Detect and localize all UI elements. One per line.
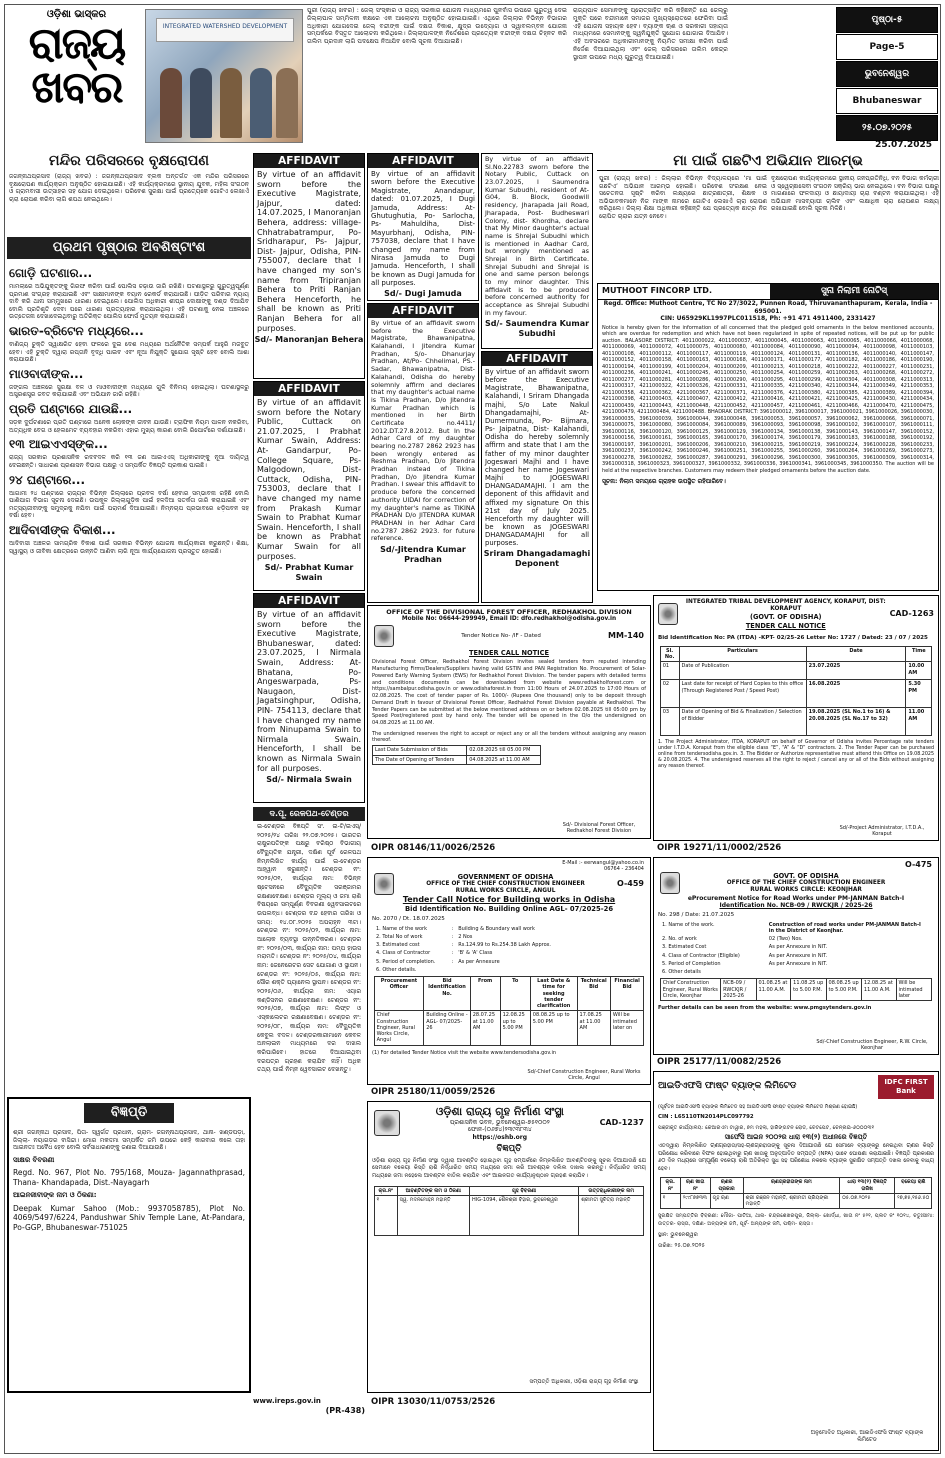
forest-title: OFFICE OF THE DIVISIONAL FOREST OFFICER, REDHAKHOL DIVISION [386,608,632,616]
angul-bid: Bid Identification No. Building Online AGL- 07/2025-26 [404,905,614,914]
th: Particulars [679,646,806,662]
itda-notes: 1. The Project Administrator, ITDA, KORAPUT on behalf of Governor of Odisha invites Percentage rate tenders under I.T.D.A. Koraput from the eligible class “E”, “A” & “D” contractors. 2. The Tender Paper can be purchased online from tendersodisha.gov.in. 3. The Bidder or Authorize representative must attend this Office on 19.08.2025 & 20.08.2025. 4. The undersigned reserves all the right to reject / cancel any or all of the Bids without assigning any reason thereof. [658,740,934,770]
idfc-table [660,1177,933,1209]
angul-circle: RURAL WORKS CIRCLE, ANGUL [455,887,556,894]
cell: The Date of Opening of Tenders [373,755,467,764]
affidavit-sign: Sd/- Prabhat Kumar Swain [264,563,354,583]
forest-code: MM-140 [608,631,644,641]
story-heading: ଗୋଡ଼ି ଘଟଣାର... [9,266,93,280]
cell: 2. Total No of work [376,933,423,940]
story-text: ଆଦିବାସୀ ଅଞ୍ଚଳର ସାମଗ୍ରିକ ବିକାଶ ପାଇଁ ସରକାର ବିଭିନ୍ନ ଯୋଜନା କାର୍ଯ୍ୟକାରୀ କରୁଛନ୍ତି। ଶିକ୍ଷା, ସ୍ୱାସ୍ଥ୍ୟ ଓ ଜୀବିକା କ୍ଷେତ୍ରରେ ଉନ୍ନତି ଆଣିବା ଲାଗି ନୂଆ କାର୍ଯ୍ୟଯୋଜନା ପ୍ରସ୍ତୁତ ହୋଇଛି। [9,539,249,555]
th: Technical Bid [577,977,610,1011]
affidavit-box [253,153,365,379]
cell: As per Annexure in NIT. [768,944,828,951]
angul-gov: GOVERNMENT OF ODISHA [457,872,554,881]
railway-code: (PR-438) [325,1405,365,1415]
angul-phone: 06764 - 236404 [604,866,644,873]
date-or: ୨୫.୦୭.୨୦୨୫ [836,115,938,141]
th: ଋଣଗ୍ରହୀତାଙ୍କ ନାମ [743,1178,840,1194]
vigyapti-regd: Regd. No. 967, Plot No. 795/168, Mouza- Jagannathprasad, Thana- Khandapada, Dist.-Nayagarh [13,1168,245,1187]
th: Date [806,646,906,662]
photo-banner: INTEGRATED WATERSHED DEVELOPMENT [156,18,294,42]
cell: 1. Name of the work. [662,921,715,928]
idfc-body: ଏତଦ୍ୱାରା ନିମ୍ନଲିଖିତ ଋଣଗ୍ରହୀତା/ସହ-ଋଣଗ୍ରହୀତାଙ୍କୁ ସୂଚନା ଦିଆଯାଉଛି ଯେ ସେମାନେ ବ୍ୟାଙ୍କରୁ ନେଇଥିବା ଋଣର କିସ୍ତି ପରିଶୋଧ କରିବାରେ ବିଫଳ ହୋଇଥିବାରୁ ଋଣ ଖାତାକୁ ଅନୁତ୍ପାଦିତ ସମ୍ପତ୍ତି (NPA) ଭାବେ ଘୋଷଣା କରାଯାଇଛି। ବିଜ୍ଞପ୍ତି ପ୍ରକାଶର ୬୦ ଦିନ ମଧ୍ୟରେ ସମ୍ପୂର୍ଣ୍ଣ ବକେୟା ରାଶି ଅତିରିକ୍ତ ସୁଧ ସହ ପରିଶୋଧ ନକଲେ ବ୍ୟାଙ୍କ ସୁରକ୍ଷିତ ସମ୍ପତ୍ତି ଦଖଲ ନେବାକୁ ବାଧ୍ୟ ହେବ। [658,1143,934,1172]
railway-url: www.ireps.gov.in [253,1397,321,1405]
th: Sl. No. [660,646,679,662]
cell: Rs.124.99 to Rs.254.38 Lakh Approx. [458,942,552,949]
top-story [307,5,835,147]
muthoot-body: Notice is hereby given for the information of all concerned that the pledged gold ornaments in the below mentioned accounts, which are overdue for redemption and which have not been regularized in spite of repeated notices, will be put up for public auction. BALASORE DISTRICT: 4011000022, 4011000037, 4011000045, 4011000063, 4011000065, 4011000066, 4011000068, 4011000069, 4011000072, 4011000075, 4011000080, 4011000084, 4011000090, 4011000094, 4011000098, 4011000103, 4011000108, 4011000112, 4011000117, 4011000119, 4011000124, 4011000131, 4011000136, 4011000140, 4011000147, 4011000152, 4011000158, 4011000163, 4011000168, 4011000171, 4011000177, 4011000182, 4011000186, 4011000190, 4011000194, 4011000199, 4011000204, 4011000209, 4011000213, 4011000218, 4011000222, 4011000227, 4011000231, 4011000236, 4011000241, 4011000245, 4011000250, 4011000254, 4011000259, 4011000263, 4011000268, 4011000272, 4011000277, 4011000281, 4011000286, 4011000290, 4011000295, 4011000299, 4011000304, 4011000308, 4211000313, 4211000317, 4211000322, 4211000326, 4211000331, 4211000335, 4211000340, 4211000344, 4211000349, 4211000353, 4211000358, 4211000362, 4211000367, 4211000371, 4211000376, 4211000380, 4211000385, 4211000389, 4211000394, 4211000398, 4211000403, 4211000407, 4211000412, 4211000416, 4211000421, 4211000425, 4211000430, 4211000434, 4211000439, 4211000443, 4211000448, 4211000452, 4211000457, 4211000461, 4211000466, 4211000470, 4211000475, 4211000479, 4211000484, 4211000488. BHADRAK DISTRICT: 3961000012, 3961000017, 3961000021, 3961000026, 3961000030, 3961000035, 3961000039, 3961000044, 3961000048, 3961000053, 3961000057, 3961000062, 3961000066, 3961000071, 3961000075, 3961000080, 3961000084, 3961000089, 3961000093, 3961000098, 3961000102, 3961000107, 3961000111, 3961000116, 3961000120, 3961000125, 3961000129, 3961000134, 3961000138, 3961000143, 3961000147, 3961000152, 3961000156, 3961000161, 3961000165, 3961000170, 3961000174, 3961000179, 3961000183, 3961000188, 3961000192, 3961000197, 3961000201, 3961000206, 3961000210, 3961000215, 3961000219, 3961000224, 3961000228, 3961000233, 3961000237, 3961000242, 3961000246, 3961000251, 3961000255, 3961000260, 3961000264, 3961000269, 3961000273, 3961000278, 3961000282, 3961000287, 3961000291, 3961000296, 3961000300, 3961000305, 3961000309, 3961000314, 3961000318, 3961000323, 3961000327, 3961000332, 3961000336, 3961000341, 3961000345, 3961000350. The auction will be held at the respective branches. Customers may redeem their pledged ornaments before the auction date. [602,324,934,474]
temple-story: ଜଗନ୍ନାଥପ୍ରସାଦ (ରାଜ୍ୟ ଖବର) : ଜଗନ୍ନାଥପ୍ରସାଦ ବ୍ଲକ ଅନ୍ତର୍ଗତ ଏକ ମନ୍ଦିର ପରିସରରେ ବୃକ୍ଷରୋପଣ କାର୍ଯ୍ୟକ୍ରମ ଅନୁଷ୍ଠିତ ହୋଇଯାଇଛି। ଏହି କାର୍ଯ୍ୟକ୍ରମରେ ସ୍ଥାନୀୟ ଯୁବକ, ମହିଳା ସଂଗଠନ ଓ ଗ୍ରାମବାସୀ ଉତ୍ସାହର ସହ ଯୋଗ ଦେଇଥିଲେ। ପରିବେଶ ସୁରକ୍ଷା ପାଇଁ ପ୍ରତ୍ୟେକେ ଗୋଟିଏ ଲେଖାଏଁ ଚାରା ରୋପଣ କରିବା ଲାଗି ଶପଥ ନେଇଥିଲେ। [9,173,249,203]
itda-titles [678,599,890,630]
angul-heading: Tender Call Notice for Building works in Odisha [402,895,616,905]
keonjhar-notice [653,857,939,1055]
keonjhar-oipr: OIPR 25177/11/0082/2526 [657,1057,782,1067]
affidavit-sign: Sd/- Manoranjan Behera [254,335,364,345]
cell: 16.08.2025 [806,680,906,708]
angul-no: No. 2070 / Dt. 18.07.2025 [372,915,445,922]
angul-titles [394,873,617,896]
affidavit-sign: Sd/-Jitendra Kumar Pradhan [380,544,466,564]
cell: 2. No. of work [662,936,697,943]
campaign-col1: ପୁରୀ (ରାଜ୍ୟ ଖବର) : ଜିଲ୍ଲାର ବିଭିନ୍ନ ବିଦ୍ୟାଳୟରେ ‘ମା ପାଇଁ ଗଛଟିଏ’ ଅଭିଯାନ ଆରମ୍ଭ ହୋଇଛି। ପରିବେଶ ସଂରକ୍ଷଣ ନେଇ ସଚେତନତା ସୃଷ୍ଟି କରିବା ଲକ୍ଷ୍ୟରେ ଛାତ୍ରଛାତ୍ରୀ, ଶିକ୍ଷକ ଓ ଅଭିଭାବକମାନେ ନିଜ ମାଙ୍କ ନାମରେ ଗୋଟିଏ ଲେଖାଏଁ ଚାରା ରୋପଣ କରିଥିଲେ। ଜିଲ୍ଲା ଶିକ୍ଷା ଅଧିକାରୀ କହିଛନ୍ତି ଯେ ପ୍ରତ୍ୟେକ ଛାତ୍ର ନିଜ ରୋପିତ ଚାରାର ଯତ୍ନ ନେବେ। [599,175,767,221]
oshb-logo-icon [374,1110,400,1136]
muthoot-regd: Regd. Office: Muthoot Centre, TC No 27/3022, Punnen Road, Thiruvananthapuram, Kerala, India - 695001. [603,300,933,315]
vigyapti-body: ଶ୍ରୀ ଜଗନ୍ନାଥ ପ୍ରସାଦ, ପିତା- ସ୍ୱର୍ଗତ ପ୍ରଧାନ, ଗ୍ରାମ- ଜଗନ୍ନାଥପ୍ରସାଦ, ଥାନା- ଖଣ୍ଡପଡ଼ା, ଜିଲ୍ଲା- ନୟାଗଡ଼ର ବାସିନ୍ଦା। ମୋର ମକଦ୍ଦମା ସମ୍ପର୍କିତ ଜମି ଉପରେ କେହି କାରବାର କଲେ ତାହା ଆଇନତଃ ଅବୈଧ ହେବ ବୋଲି ସର୍ବସାଧାରଣଙ୍କୁ ଜଣାଇ ଦିଆଯାଉଛି। [13,1129,245,1151]
person-figure [160,68,182,138]
cell: 28.07.25 at 11.00 AM [470,1011,500,1045]
idfc-regd: ପଞ୍ଜୀକୃତ କାର୍ଯ୍ୟାଳୟ: କେଆରଏମ ଟାୱାର, ୭ମ ମହଲା, ହାରିଙ୍ଗଟନ ରୋଡ, ଚେଟପେଟ, ଚେନ୍ନାଇ-୬୦୦୦୩୧ [658,1124,875,1131]
housing-sign: ସମ୍ପତ୍ତି ଅଧିକାରୀ, ଓଡ଼ିଶା ରାଜ୍ୟ ଗୃହ ନିର୍ମାଣ ସଂସ୍ଥା [529,1379,639,1386]
affidavit-box [481,351,593,603]
cell: As per Annexure [458,958,500,965]
cell: 3. Estimated cost [376,942,420,949]
forest-mobile: Mobile No: 06644-299949, Email ID: dfo.redhakhol@odisha.gov.in [401,616,617,622]
cell: 11.00 AM [906,708,932,736]
idfc-notice-title: ସାର୍ଫେସି ଆଇନ ୨୦୦୨ର ଧାରା ୧୩(୨) ଅଧୀନରେ ବିଜ୍ଞପ୍ତି [724,1133,868,1141]
muthoot-cin: CIN: U65929KL1997PLC011518, Ph: +91 471 4911400, 2331427 [660,315,876,323]
govt-emblem-icon [374,873,394,895]
city-or: ଭୁବନେଶ୍ୱର [836,61,938,87]
th: ଆବଣ୍ଟିତଙ୍କ ନାମ ଓ ଠିକଣା [397,1186,469,1195]
govt-emblem-icon [374,625,394,647]
page-info [836,7,938,142]
cell: Building Online - AGL- 07/2025-26 [424,1011,470,1045]
itda-table [660,646,933,737]
continued-stories [9,263,249,1093]
th: Time [906,646,932,662]
cell: 17.08.25 at 11.00 AM [577,1011,610,1045]
affidavit-box [367,153,479,301]
cell [456,966,571,974]
person-figure [276,68,298,138]
housing-body: ଓଡ଼ିଶା ରାଜ୍ୟ ଗୃହ ନିର୍ମାଣ ସଂସ୍ଥା ଦ୍ୱାରା ଆବଣ୍ଟିତ ହୋଇଥିବା ଗୃହ ସମ୍ପର୍କରେ ନିମ୍ନଲିଖିତ ଆବଣ୍ଟିତଙ୍କୁ ସୂଚନା ଦିଆଯାଉଛି ଯେ ସେମାନେ ବକେୟା କିସ୍ତି ରାଶି ନିର୍ଦ୍ଧାରିତ ସମୟ ମଧ୍ୟରେ ଜମା କରି ଆବଶ୍ୟକ ଦଲିଲ ଦାଖଲ କରନ୍ତୁ। ନିର୍ଦ୍ଧାରିତ ସମୟ ମଧ୍ୟରେ ଜମା ନହେଲେ ଆବଣ୍ଟନ ବାତିଲ କରାଯିବ ଏବଂ ଆଇନଗତ କାର୍ଯ୍ୟାନୁଷ୍ଠାନ ଗ୍ରହଣ କରାଯିବ। [372,1157,646,1180]
forest-body: Divisional Forest Officer, Redhakhol Forest Division invites sealed tenders from reputed intending Manufacturing Firms/Dealers/Suppliers having valid GSTIN and PAN Registration No. Procurement of Solar- Powered Early Warning System (EWS) for Redhakhol Forest Division. The tender papers with detailed terms and conditions documents can be downloaded from website www.redhakholforest.com or https://sambalpur.odisha.gov.in or www.odishaforest.in from 11:00 Hours of 24.07.2025 to 17:00 Hours of 02.08.2025. The cost of tender paper of Rs. 1000/- (Rupees One thousand) only to be deposit through Demand Draft in favour of Divisional Forest Officer, Redhakhol Forest Division payable at Redhakhol. The Tender Papers can be submitted at the below mentioned address on or before 02.08.2025 till 05:00 pm by Speed Post/registered post by hand only. The tender will be opened in the O/o the undersigned on 04.08.2025 at 11.00 AM. [372,659,646,727]
campaign-col2: ବୃକ୍ଷରୋପଣ କାର୍ଯ୍ୟକ୍ରମରେ ସ୍ଥାନୀୟ ଜନପ୍ରତିନିଧି, ବନ ବିଭାଗ କର୍ମଚାରୀ ଓ ସ୍ୱେଚ୍ଛାସେବୀ ସଂଗଠନ ସକ୍ରିୟ ଭାଗ ନେଇଥିଲେ। ବନ ବିଭାଗ ପକ୍ଷରୁ ମାଗଣାରେ ଫଳଦାୟୀ ଓ ଛାୟାଦାୟୀ ଚାରା ବଣ୍ଟନ କରାଯାଇଥିଲା। ଏହି ଅଭିଯାନ ମାସବ୍ୟାପୀ ଚାଲିବ ଏବଂ ଲକ୍ଷାଧିକ ଚାରା ରୋପଣର ଲକ୍ଷ୍ୟ ରଖାଯାଇଛି ବୋଲି ସୂଚନା ମିଳିଛି। [771,175,939,213]
story-text: ଜଙ୍ଗଲ ଅଞ୍ଚଳରେ ସୁରକ୍ଷା ବଳ ଓ ମାଓବାଦୀଙ୍କ ମଧ୍ୟରେ ଗୁଳି ବିନିମୟ ହୋଇଥିଲା। ଘଟଣାସ୍ଥଳରୁ ଅସ୍ତ୍ରଶସ୍ତ୍ର ଜବତ କରାଯାଇଛି ଏବଂ ଅଭିଯାନ ଜାରି ରହିଛି। [9,383,249,399]
housing-header [368,1102,650,1144]
railway-head: ଦ.ପୂ. ରେଳପଥ-ଟେଣ୍ଡର [253,807,365,821]
cell: HIG-1094, ଶୈଳଶ୍ରୀ ବିହାର, ଭୁବନେଶ୍ୱର [469,1196,578,1236]
city-en: Bhubaneswar [836,88,938,114]
itda-sign: Sd/-Project Administrator, I.T.D.A., Koraput [839,824,925,837]
keonjhar-office: OFFICE OF THE CHIEF CONSTRUCTION ENGINEER [726,880,886,887]
affidavit-box [253,593,365,803]
housing-phone: ଫୋନ-(୦୬୭୪)୨୩୯୩୮୩୪ [467,1126,532,1134]
affidavit-sign: Sd/- Saumendra Kumar Subudhi [484,319,590,339]
keonjhar-circle: RURAL WORKS CIRCLE: KEONJHAR [750,887,862,894]
housing-addr: ପ୍ରଶାସନିକ ଭବନ, ଭୁବନେଶ୍ୱର-୭୫୧୦୦୨ [449,1118,550,1126]
vigyapti-sign: ସାକ୍ଷର ବିବରଣୀ [13,1155,55,1164]
muthoot-notice [597,283,939,591]
cell: 01.08.25 at 11.00 A.M. [756,979,791,1001]
keonjhar-code: O-475 [905,860,932,869]
top-story-col2: ରାଜ୍ୟପାଳ ସେମାନଙ୍କୁ ପ୍ରୋତ୍ସାହିତ କରି କହିଛନ୍ତି ଯେ ଜେଲ୍‌ରୁ ମୁକ୍ତି ପରେ ବନ୍ଦୀମାନେ ସମାଜର ମୁଖ୍ୟସ୍ରୋତରେ ଫେରିବା ପାଇଁ ଏହି ଯୋଜନା ସହାୟକ ହେବ। ବ୍ୟାଙ୍କ ଋଣ ଓ ସରକାରୀ ସହାୟତା ମାଧ୍ୟମରେ ସେମାନଙ୍କୁ ସ୍ୱନିଯୁକ୍ତି ସୁଯୋଗ ଯୋଗାଇ ଦିଆଯିବ। ଏହି ଅବସରରେ ଅଧିକାରୀମାନଙ୍କୁ ନିୟମିତ ସମୀକ୍ଷା କରିବା ପାଇଁ ନିର୍ଦ୍ଦେଶ ଦିଆଯାଇଥିଲା ଏବଂ ଜେଲ୍ ପରିସରରେ ତାଲିମ କେନ୍ଦ୍ର ସ୍ଥାପନ ଉପରେ ମଧ୍ୟ ଗୁରୁତ୍ୱ ଦିଆଯାଇଛି। [573,7,728,61]
keonjhar-titles [680,872,932,895]
keonjhar-table [660,978,933,1001]
th: କ୍ର. ନଂ [660,1178,680,1194]
forest-sign: Sd/- Divisional Forest Officer, Redhakhol Forest Division [562,821,636,834]
cell: 04.08.2025 at 11.00 AM [467,755,541,764]
affidavit-sign: Sd/- Nirmala Swain [266,775,352,785]
th: ବକେୟା ରାଶି [895,1178,932,1194]
idfc-head: ଆଇଡିଏଫସି ଫାଷ୍ଟ ବ୍ୟାଙ୍କ ଲିମିଟେଡ [658,1081,797,1092]
temple-headline: ମନ୍ଦିର ପରିସରରେ ବୃକ୍ଷରୋପଣ [49,153,209,169]
angul-code: O-459 [617,878,644,888]
cell: 08.08.25 up to 5.00 PM [530,1011,577,1045]
date-en: 25.07.2025 [875,140,932,150]
affidavit-body: By virtue of an affidavit Sl.No.22783 sworn before the Notary Public, Cuttack on 23.07.2025, I Saumendra Kumar Subudhi, resident of At- G04, B. Block, Goodwill residency, Jharapada Jail Road, Jharapada, Post- Budheswari Colony, dist- Khordha, declare that My Minor daughter's actual name is Shrejal Subudhi which is mentioned in Aadhar Card, but wrongly mentioned as Shrejal in Birth Certificate. Shrejal Subudhi and Shrejal is one and same person belongs to my minor daughter. This affidavit is to be produced before concerned authority for acceptance as Shrejal Subudhi in my favour. [485,155,589,317]
cell: Last date for receipt of Hard Copies to this office (Through Registered Post / Speed Post) [679,680,806,708]
cell: : [451,950,454,957]
newspaper-page [4,4,941,1454]
cell: As per Annexure in NIT. [768,952,828,959]
cell: 02 [660,680,679,708]
cell: ୨୯୯୮୭୭୩୩ [680,1193,710,1209]
keonjhar-heading: eProcurement Notice for Road Works under PM-JANMAN Batch-I [687,894,905,902]
cell: : [451,933,454,940]
vigyapti-head: ବିଜ୍ଞପ୍ତି [84,1103,174,1123]
keonjhar-note: Further details can be seen from the website: www.pmgsytenders.gov.in [658,1005,872,1012]
housing-titles [400,1105,600,1141]
th: Financial Bid [610,977,644,1011]
itda-sub: (GOVT. OF ODISHA) [749,613,822,622]
cell: 01 [660,662,679,680]
idfc-notice [653,1071,939,1451]
housing-table [374,1186,645,1236]
cell: 5. Period of Completion [662,960,721,967]
forest-body2: The undersigned reserves the right to accept or reject any or all the tenders without assigning any reason thereof. [372,730,646,744]
affidavit-body: By virtue of an affidavit sworn before the Executive Magistrate, Jajpur, dated: 14.07.2025, I Manoranjan Behera, address: village- Chhatrabatrampur, Po- Sridharapur, Ps- Jajpur, Dist- Jajpur, Odisha, PIN- 755007, declare that I have changed my son's name from Tripiranjan Behera to Priti Ranjan Behera Henceforth, he shall be known as Priti Ranjan Behera for all purposes. [257,170,361,333]
govt-emblem-icon [660,872,680,894]
cell: ୧ [660,1193,680,1209]
idfc-logo: IDFC FIRST Bank [878,1075,934,1099]
story-heading: ମାଓବାଦୀଙ୍କ... [9,366,84,381]
continued-banner: ପ୍ରଥମ ପୃଷ୍ଠାର ଅବଶିଷ୍ଟାଂଶ [7,237,251,259]
cell: ସ୍ୱ. ମଦନମୋହନ ମହାନ୍ତି [397,1196,469,1236]
th: From [470,977,500,1011]
cell: ଶ୍ରୀମତୀ ସୁଚିତ୍ରା ମହାନ୍ତି [579,1196,644,1236]
affidavit-body: By virtue of an affidavit sworn before the Executive Magistrate, Bhawanipatna, Kalahandi, I Sriram Dhangada majhi, S/o Late Nakul Dhangadamajhi, At- Dumermunda, Po- Bijmara, Ps- Jaipatna, Dist- Kalahandi, Odisha do hereby solemnly affirm and state that I am the father of my minor daughter Jogeswari Majhi and I have changed her name Jogeswari Majhi to JOGESWARI DHANGADAMAJHI. I am the deponent of this affidavit and affixed my signature On this 21st day of July 2025. Henceforth my daughter will be known as JOGESWARI DHANGADAMAJHI for all purposes. [485,368,589,548]
top-story-col1: ପୁରୀ (ରାଜ୍ୟ ଖବର) : ଜେଲ୍ ସଂସ୍କାର ଓ ରାଜ୍ୟ ସରକାର ଯୋଜନା ମାଧ୍ୟମରେ ପୁନର୍ବାସ ଉପରେ ଗୁରୁତ୍ୱ ଦେଇ ଜିଲ୍ଲାପାଳ ସମ୍ମିଳନୀ କକ୍ଷରେ ଏକ ଆଲୋଚନା ଅନୁଷ୍ଠିତ ହୋଇଯାଇଛି। ଏଥିରେ ଜିଲ୍ଲାର ବିଭିନ୍ନ ବିଭାଗର ଅଧିକାରୀ ଯୋଗଦେଇ ଜେଲ୍ ବନ୍ଦୀଙ୍କ ପାଇଁ ଦକ୍ଷତା ବିକାଶ, କ୍ଷୁଦ୍ର ଉଦ୍ୟୋଗ ଓ ସ୍ୱାବଲମ୍ବନ ଯୋଜନା ସମ୍ପର୍କରେ ବିସ୍ତୃତ ଆଲୋଚନା କରିଥିଲେ। ଜିଲ୍ଲାପାଳଙ୍କ ନିର୍ଦ୍ଦେଶରେ ପ୍ରତ୍ୟେକ ବନ୍ଦୀଙ୍କ ଦକ୍ଷତା ଚିହ୍ନଟ କରି ତାଲିମ ପ୍ରଦାନ ଲାଗି ପଦକ୍ଷେପ ନିଆଯିବ ବୋଲି ସୂଚନା ଦିଆଯାଇଛି। [307,7,567,45]
story-text: ଆଗାମୀ ୨୪ ଘଣ୍ଟାରେ ରାଜ୍ୟର ବିଭିନ୍ନ ଜିଲ୍ଲାରେ ପ୍ରବଳ ବର୍ଷା ହେବାର ସମ୍ଭାବନା ରହିଛି ବୋଲି ପାଣିପାଗ ବିଭାଗ ସୂଚନା ଦେଇଛି। ଉପକୂଳ ଜିଲ୍ଲାଗୁଡ଼ିକ ପାଇଁ ହଳଦିଆ ସତର୍କତା ଜାରି କରାଯାଇଛି ଏବଂ ମତ୍ସ୍ୟଜୀବୀଙ୍କୁ ସମୁଦ୍ରକୁ ନଯିବା ପାଇଁ ପରାମର୍ଶ ଦିଆଯାଇଛି। ନିମ୍ନଚାପ ପ୍ରଭାବରେ ଝଡ଼ିପବନ ସହ ବର୍ଷା ହେବ। [9,489,249,520]
th: Last Date & time for seeking tender clarification [530,977,577,1011]
itda-oipr: OIPR 19271/11/0002/2526 [657,843,782,853]
cell: ୦୫.୦୭.୨୦୨୫ [840,1193,895,1209]
masthead [5,5,305,147]
keonjhar-bid: Identification No. NCB-09 / RWCKJR / 2025-26 [719,902,873,910]
page-number-en: Page-5 [836,34,938,60]
cell: ୨୭,୭୫,୧୫୬.୫୦ [895,1193,932,1209]
story-heading: ଭାରତ-ବ୍ରିଟେନ ମଧ୍ୟରେ... [9,324,144,339]
affidavit-title: AFFIDAVIT [254,154,364,168]
person-figure [190,68,212,138]
housing-code: CAD-1237 [599,1118,644,1128]
cell: 12.08.25 up to 5.00 PM [500,1011,530,1045]
housing-web: https://oshb.org [472,1133,528,1141]
cell: Construction of road works under PM-JANMAN Batch-I in the District of Keonjhar. [768,921,921,934]
cell: ୧ [374,1196,397,1236]
muthoot-tag: ସୁନା ନିଲାମୀ ନୋଟିସ୍ [770,284,938,299]
idfc-place: ସ୍ଥାନ: ଭୁବନେଶ୍ୱର [658,1232,698,1239]
muthoot-footer: ସୂଚନା: ନିଲାମ ସମୟରେ ଗ୍ରାହକ ଉପସ୍ଥିତ ରହିପାରିବେ। [602,478,726,486]
affidavit-box [253,381,365,591]
affidavit-body: By virtue of an affidavit sworn before the Executive Magistrate, Bhubaneswar, dated: 23.07.2025, I Nirmala Swain, Address: At- Bhatana, Po- Angeswarpada, Ps- Naugaon, Dist- Jagatsinghpur, Odisha, PIN- 754113, declare that I have changed my name from Ninupama Swain to Nirmala Swain. Henceforth, I shall be known as Nirmala Swain for all purposes. [257,610,361,773]
cell: 6. Other details [662,969,701,976]
housing-heading: ବିଜ୍ଞପ୍ତି [496,1144,522,1155]
logo-small: ଓଡ଼ିଶା ଭାସ୍କର [46,9,107,20]
logo-line2: ଖବର [31,61,122,113]
idfc-date: ତାରିଖ: ୨୫.୦୭.୨୦୨୫ [658,1243,705,1250]
person-figure [220,68,242,138]
logo-line1: ରାଜ୍ୟ [28,17,125,69]
cell: 6. Other details. [376,966,417,973]
affidavit-body: By virtue of an affidavit sworn before the Executive Magistrate, Anandapur, dated: 01.07.2025, I Dugi Jamuda, Address: At- Ghutughutia, Po- Sarlocha, Ps- Mahuldiha, Dist- Mayurbhanj, Odisha, PIN- 757038, declare that I have changed my name from Nirasa Jamuda to Dugi Jamuda. Henceforth, I shall be known as Dugi Jamuda for all purposes. [371,170,475,288]
angul-note: (1) For detailed Tender Notice visit the website www.tendersodisha.gov.in [372,1049,557,1056]
cell: 02 (Two) Nos. [768,936,803,943]
cell: Date of Publication [679,662,806,680]
angul-office: OFFICE OF THE CHIEF CONSTRUCTION ENGINEER [426,880,585,887]
th: To [500,977,530,1011]
affidavit-title: AFFIDAVIT [254,382,364,396]
keonjhar-gov: GOVT. OF ODISHA [773,872,839,880]
th: ଋଣ ଖାତା ନଂ [680,1178,710,1194]
cell: As per Annexure in NIT. [768,960,828,967]
cell: Will be intimated later on [610,1011,644,1045]
story-heading: ୧୩ ଆଇଏଏସ୍‌ଙ୍କ... [9,437,108,452]
keonjhar-no: No. 298 / Date: 21.07.2025 [658,911,735,918]
cell: 12.08.25 at 11.00 A.M. [861,979,896,1001]
story-heading: ୨୪ ଘଣ୍ଟାରେ... [9,472,86,487]
affidavit-title: AFFIDAVIT [254,594,364,608]
th: ଧାରା ୧୩(୨) ବିଜ୍ଞପ୍ତି ତାରିଖ [840,1178,895,1194]
cell: : [451,925,454,932]
angul-table [374,976,645,1046]
cell: Chief Construction Engineer, Rural Works Circle, Angul [374,1011,424,1045]
cell: 10.00 AM [906,662,932,680]
idfc-sub: (ପୂର୍ବତନ ଆଇଡିଏଫସି ବ୍ୟାଙ୍କ ଲିମିଟେଡ ସହ ଆଇଡିଏଫସି ଫାଷ୍ଟ ବ୍ୟାଙ୍କ ଲିମିଟେଡ ମିଶ୍ରଣ ହୋଇଛି) [658,1103,858,1110]
angul-notice [367,857,651,1085]
th: Bid Identification No. [424,977,470,1011]
angul-header [368,873,650,896]
angul-sign: Sd/-Chief Construction Engineer, Rural Works Circle, Angul [527,1068,641,1081]
cell: 4. Class of Contractor (Eligible) [662,952,740,959]
cell: 23.07.2025 [806,662,906,680]
campaign-headline: ମା ପାଇଁ ଗଛଟିଏ ଅଭିଯାନ ଆରମ୍ଭ [597,153,939,171]
cell: Last Date Submission of Bids [373,746,467,755]
muthoot-header [598,284,938,300]
idfc-header [654,1072,938,1102]
itda-heading: TENDER CALL NOTICE [745,621,826,630]
affidavit-box [481,153,593,349]
cell: Chief Construction Engineer, Rural Works Circle, Keonjhar [660,979,720,1001]
story-text: ସଡ଼କ ଦୁର୍ଘଟଣାରେ ପ୍ରତି ଘଣ୍ଟାରେ ଅନେକ ଲୋକଙ୍କ ଜୀବନ ଯାଉଛି। ଟ୍ରାଫିକ ନିୟମ ପାଳନ ନକରିବା, ଅତ୍ୟଧିକ ବେଗ ଓ ହେଲମେଟ ବ୍ୟବହାର ନକରିବା ଏହାର ମୁଖ୍ୟ କାରଣ ବୋଲି ରିପୋର୍ଟରେ ଦର୍ଶାଯାଇଛି। [9,419,249,434]
affidavit-title: AFFIDAVIT [368,154,478,168]
affidavit-title: AFFIDAVIT [368,304,478,318]
forest-row [368,623,650,649]
story-text: ରାଜ୍ୟ ସରକାର ପ୍ରଶାସନିକ ରଦବଦଳ କରି ୧୩ ଜଣ ଆଇଏଏସ୍ ଅଧିକାରୀଙ୍କୁ ନୂଆ ଦାୟିତ୍ୱ ଦେଇଛନ୍ତି। ସାଧାରଣ ପ୍ରଶାସନ ବିଭାଗ ପକ୍ଷରୁ ଏ ସମ୍ପର୍କିତ ବିଜ୍ଞପ୍ତି ପ୍ରକାଶ ପାଇଛି। [9,454,249,469]
newspaper-logo [9,9,144,143]
vigyapti-notice [7,1097,251,1393]
cell: 1. Name of the work [376,925,428,932]
angul-email: E-Mail :- eerwangul@yahoo.co.in [562,860,644,866]
angul-oipr: OIPR 25180/11/0059/2526 [371,1087,496,1097]
muthoot-name: MUTHOOT FINCORP LTD. [602,286,712,295]
forest-notice-no: Tender Notice No- /IF - Dated [461,632,541,639]
itda-bid: Bid Identification No: PA (ITDA) -KPT- 02/25-26 Letter No: 1727 / Dated: 23 / 07 / 2025 [658,634,928,641]
page-number-or: ପୃଷ୍ଠା-୫ [836,7,938,33]
story-text: ମାମଲାରେ ଅଭିଯୁକ୍ତଙ୍କୁ ଗିରଫ କରିବା ପାଇଁ ପୋଲିସ ଚଢ଼ାଉ ଜାରି ରଖିଛି। ଘଟଣାସ୍ଥଳରୁ ଗୁରୁତ୍ୱପୂର୍ଣ୍ଣ ପ୍ରମାଣ ସଂଗ୍ରହ କରାଯାଇଛି ଏବଂ ସାକ୍ଷୀମାନଙ୍କ ବୟାନ ରେକର୍ଡ କରାଯାଉଛି। ପୀଡ଼ିତ ପରିବାର ନ୍ୟାୟ ଦାବି କରି ଥାନା ସମ୍ମୁଖରେ ଧାରଣା ଦେଇଥିଲେ। ପୋଲିସ ଅଧିକାରୀ ଶୀଘ୍ର ଦୋଷୀଙ୍କୁ ଦଣ୍ଡ ଦିଆଯିବ ବୋଲି ପ୍ରତିଶୃତି ଦେବା ପରେ ଧାରଣା ପ୍ରତ୍ୟାହାର କରାଯାଇଥିଲା। ଏହି ଘଟଣାକୁ ନେଇ ଅଞ୍ଚଳରେ ଉତ୍ତେଜନା ଦେଖାଦେଇଥିବାରୁ ଅତିରିକ୍ତ ପୋଲିସ ଫୋର୍ସ ମୁତୟନ କରାଯାଇଛି। [9,283,249,321]
housing-name: ଓଡ଼ିଶା ରାଜ୍ୟ ଗୃହ ନିର୍ମାଣ ସଂସ୍ଥା [435,1105,564,1118]
th: ଉତ୍ତରାଧିକାରୀଙ୍କ ନାମ [579,1186,644,1195]
affidavit-body: By virtue of an affidavit sworn before the Notary Public, Cuttack on 21.07.2025, I Prabhat Kumar Swain, Address: At- Gandarpur, Po- College Square, Ps- Malgodown, Dist- Cuttack, Odisha, PIN-753003, declare that I have changed my name from Prakash Kumar Swain to Prabhat Kumar Swain. Henceforth, I shall be known as Prabhat Kumar Swain for all purposes. [257,398,361,561]
railway-tender [253,807,365,1437]
itda-notice [653,595,939,841]
vigyapti-addr: Deepak Kumar Sahoo (Mob.: 9937058785), Plot No. 4069/5497/6224, Pandushwar Shiv Temple Lane, At-Pandara, Po-GGP, Bhubaneswar-751025 [13,1203,245,1232]
itda-header [654,596,938,633]
cell: ଶ୍ରୀ ରଞ୍ଜନ ମହାନ୍ତି, ଶ୍ରୀମତୀ ପ୍ରିୟଙ୍କା ମହାନ୍ତି [743,1193,840,1209]
th: କ୍ର.ନଂ [374,1186,397,1195]
cell: Date of Opening of Bid & Finalization / Selection of Bidder [679,708,806,736]
th: Procurement Officer [374,977,424,1011]
forest-notice [367,605,651,839]
cell: 4. Class of Contractor [376,950,431,957]
cell: 5.30 PM [906,680,932,708]
angul-items [374,925,571,975]
person-figure [250,68,272,138]
cell: 08.08.25 up to 5.00 P.M. [826,979,861,1001]
forest-heading: TENDER CALL NOTICE [469,649,549,658]
story-text: ବାଣିଜ୍ୟ ଚୁକ୍ତି ସ୍ୱାକ୍ଷରିତ ହେବା ଫଳରେ ଦୁଇ ଦେଶ ମଧ୍ୟରେ ଅର୍ଥନୈତିକ ସମ୍ପର୍କ ଆହୁରି ମଜବୁତ ହେବ। ଏହି ଚୁକ୍ତି ଦ୍ୱାରା ରପ୍ତାନି ବୃଦ୍ଧି ପାଇବ ଏବଂ ନୂଆ ନିଯୁକ୍ତି ସୁଯୋଗ ସୃଷ୍ଟି ହେବ ବୋଲି ଆଶା କରାଯାଉଛି। [9,341,249,364]
cell: 5. Period of completion. [376,958,436,965]
forest-oipr: OIPR 08146/11/0026/2526 [371,843,496,853]
cell: Building & Boundary wall work [458,925,535,932]
cell: NCB-09 / RWCKJR / 2025-26 [721,979,756,1001]
affidavit-sign: Sriram Dhangadamaghi Deponent [483,549,591,569]
idfc-cin: CIN : L65110TN2014PLC097792 [658,1113,754,1120]
affidavit-sign: Sd/- Dugi Jamuda [384,289,462,299]
keonjhar-header [654,872,938,895]
cell: 02.08.2025 till 05.00 PM [467,746,541,755]
cell [449,966,456,974]
cell: 3. Estimated Cost [662,944,707,951]
masthead-photo [145,9,303,143]
keonjhar-sign: Sd/-Chief Construction Engineer, R.W. Circle, Keonjhar [816,1038,928,1051]
cell: 11.08.25 up to 5.00 P.M. [791,979,826,1001]
itda-code: CAD-1263 [889,609,934,619]
housing-notice [367,1101,651,1393]
cell: 'B' & 'A' Class [458,950,493,957]
cell: 03 [660,708,679,736]
itda-title: INTEGRATED TRIBAL DEVELOPMENT AGENCY, KORAPUT, DIST: KORAPUT [685,599,886,613]
th: ଋଣର ପ୍ରକାର [710,1178,743,1194]
govt-emblem-icon [658,603,678,625]
forest-table [372,745,541,765]
cell: Will be intimated later [896,979,932,1001]
cell: : [451,942,454,949]
affidavit-body: By virtue of an affidavit sworn before the Executive Magistrate, Bhawanipatna, Kalahandi, I Jitendra Kumar Pradhan, S/o- Dhanurjay Pradhan, At/Po- Chhelimal, PS.-Sadar, Bhawanipatna, Dist-Kalahandi, Odisha do hereby solemnly affirm and declares that my daughter's actual name is Tikina Pradhan, D/o Jitendra Kumar Pradhan which is mentioned in her Birth Certificate no.4411/ 2012.DT.27.8.2012. But In the Adhar Card of my daughter bearing no.2787 2862 2923 has been wrongly entered as Reshma Pradhan, D/o Jitendra Pradhan instead of Tikina Pradhan, D/o Jitendra Kumar Pradhan. I swear this affidavit to produce before the concerned authority UIDAI for correction of my daughter's name as TIKINA PRADHAN D/o JITENDRA KUMAR PRADHAN in her Adhar Card no.2787 2862 2923. for future reference. [371,319,475,543]
story-heading: ପ୍ରତି ଘଣ୍ଟାରେ ଯାଉଛି... [9,402,133,417]
th: ଗୃହ ବିବରଣୀ [469,1186,578,1195]
cell [767,968,927,976]
story-heading: ଆଦିବାସୀଙ୍କ ବିକାଶ... [9,522,116,537]
housing-oipr: OIPR 13030/11/0753/2526 [371,1397,496,1407]
affidavit-box [367,303,479,603]
railway-body: ଇ-ଟେଣ୍ଡର ବିଜ୍ଞପ୍ତି ସଂ. ଇ-ଟି/ଇଏସ୍/୨୦୨୫/୨୪ ତାରିଖ ୨୨.୦୭.୨୦୨୫। ଭାରତର ରାଷ୍ଟ୍ରପତିଙ୍କ ପକ୍ଷରୁ ବରିଷ୍ଠ ବିଭାଗୀୟ ବୈଦ୍ୟୁତିକ ଯନ୍ତ୍ରୀ, ଦକ୍ଷିଣ ପୂର୍ବ ରେଳପଥ ନିମ୍ନଲିଖିତ କାର୍ଯ୍ୟ ପାଇଁ ଇ-ଟେଣ୍ଡର ଆହ୍ୱାନ କରୁଛନ୍ତି। ଟେଣ୍ଡର ନଂ: ୨୦୨୫/୦୧, କାର୍ଯ୍ୟର ନାମ: ବିଭିନ୍ନ ଷ୍ଟେସନରେ ବୈଦ୍ୟୁତିକ ସରଞ୍ଜାମର ରକ୍ଷଣାବେକ୍ଷଣ। ଟେଣ୍ଡର ମୂଲ୍ୟ ଓ ଜମା ରାଶି ବିଷୟରେ ସମ୍ପୂର୍ଣ୍ଣ ବିବରଣୀ ୱେବସାଇଟରେ ଉପଲବ୍ଧ। ଟେଣ୍ଡର ବନ୍ଦ ହେବାର ତାରିଖ ଓ ସମୟ: ୧୪.୦୮.୨୦୨୫ ଅପରାହ୍ନ ୩ଟା। ଟେଣ୍ଡର ନଂ: ୨୦୨୫/୦୨, କାର୍ଯ୍ୟର ନାମ: ଆଲୋକ ବ୍ୟବସ୍ଥା ଉନ୍ନତିକରଣ। ଟେଣ୍ଡର ନଂ: ୨୦୨୫/୦୩, କାର୍ଯ୍ୟର ନାମ: ପମ୍ପ ହାଉସ ମରାମତି। ଟେଣ୍ଡର ନଂ: ୨୦୨୫/୦୪, କାର୍ଯ୍ୟର ନାମ: ଜେନେରେଟର ସେଟ ଯୋଗାଣ ଓ ସ୍ଥାପନ। ଟେଣ୍ଡର ନଂ: ୨୦୨୫/୦୫, କାର୍ଯ୍ୟର ନାମ: ସୌର ଶକ୍ତି ପ୍ୟାନେଲ ସ୍ଥାପନ। ଟେଣ୍ଡର ନଂ: ୨୦୨୫/୦୬, କାର୍ଯ୍ୟର ନାମ: ଏୟାର କଣ୍ଡିସନର ରକ୍ଷଣାବେକ୍ଷଣ। ଟେଣ୍ଡର ନଂ: ୨୦୨୫/୦୭, କାର୍ଯ୍ୟର ନାମ: ଲିଫ୍ଟ ଓ ଏସ୍କାଲେଟର ରକ୍ଷଣାବେକ୍ଷଣ। ଟେଣ୍ଡର ନଂ: ୨୦୨୫/୦୮, କାର୍ଯ୍ୟର ନାମ: ବୈଦ୍ୟୁତିକ କେବୁଲ ବଦଳ। ଟେଣ୍ଡରକାରୀମାନେ କେବଳ ଅନଲାଇନ ମାଧ୍ୟମରେ ଦର ଦାଖଲ କରିପାରିବେ। ହାତରେ ଦିଆଯାଇଥିବା ଦରପତ୍ର ଗ୍ରହଣ କରାଯିବ ନାହିଁ। ଅଧିକ ତଥ୍ୟ ପାଇଁ ନିମ୍ନ ୱେବସାଇଟ ଦେଖନ୍ତୁ। [257,823,361,1074]
cell: 19.08.2025 (SL No.1 to 16) & 20.08.2025 (SL No.17 to 32) [806,708,906,736]
cell: : [451,958,454,965]
affidavit-title: AFFIDAVIT [482,352,592,366]
idfc-sign: ଅନୁମୋଦିତ ଅଧିକାରୀ, ଆଇଡିଏଫସି ଫାଷ୍ଟ ବ୍ୟାଙ୍କ ଲିମିଟେଡ [810,1430,924,1444]
keonjhar-items [660,921,927,977]
vigyapti-adv: ଆଇନଜୀବୀଙ୍କ ନାମ ଓ ଠିକଣା: [13,1191,97,1199]
cell: 2 Nos [458,933,473,940]
idfc-property: ସୁରକ୍ଷିତ ସମ୍ପତ୍ତିର ବିବରଣୀ: ମୌଜା- ପାଟିଆ, ଥାନା- ଚନ୍ଦ୍ରଶେଖରପୁର, ଜିଲ୍ଲା- ଖୋର୍ଦ୍ଧା, ଖାତା ନଂ ୫୨୧, ପ୍ଲଟ ନଂ ୧୦୧୪, ଚତୁଃସୀମା: ଉତ୍ତର- ରାସ୍ତା, ଦକ୍ଷିଣ- ଅନ୍ୟଙ୍କ ଜମି, ପୂର୍ବ- ଅନ୍ୟଙ୍କ ଜମି, ପଶ୍ଚିମ- ରାସ୍ତା। [658,1213,934,1227]
cell: ଗୃହ ଋଣ [710,1193,743,1209]
